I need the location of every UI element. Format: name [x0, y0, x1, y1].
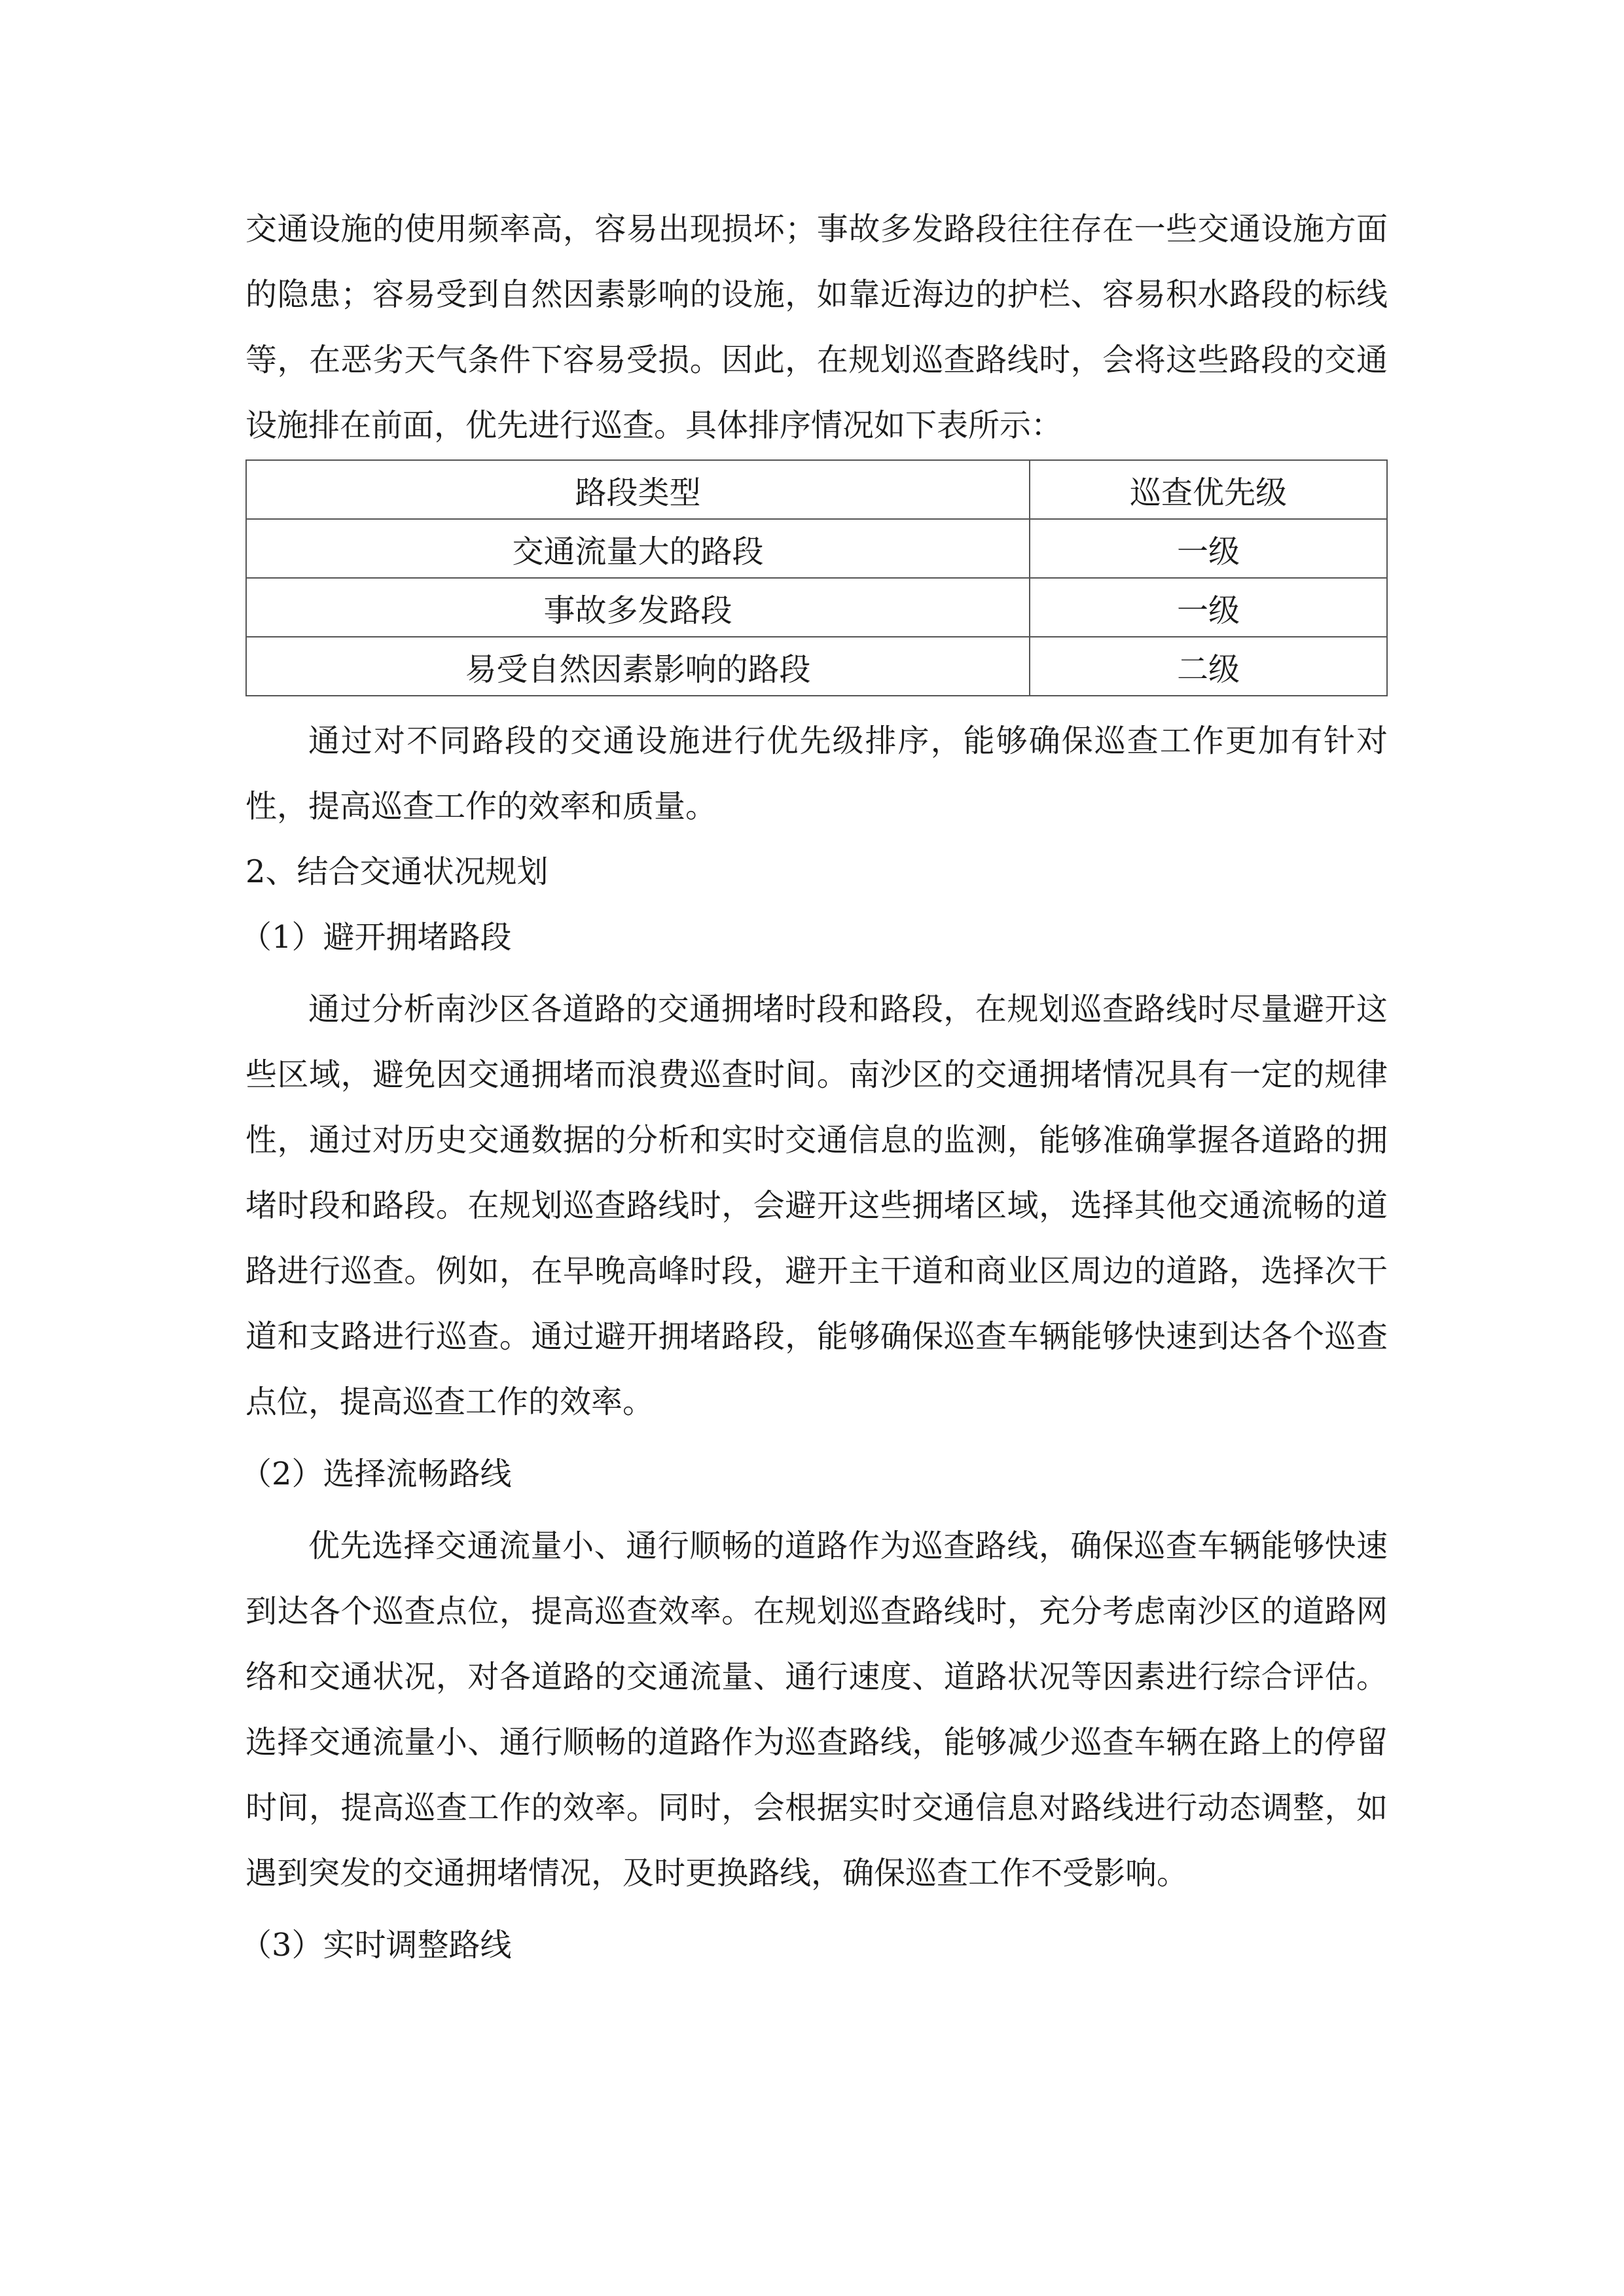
subsection-1-heading: （1）避开拥堵路段 — [240, 919, 512, 956]
table-row — [246, 578, 1387, 637]
table-cell-priority: 二级 — [1030, 637, 1387, 696]
table-cell-priority: 一级 — [1030, 578, 1387, 637]
intro-paragraph: 交通设施的使用频率高，容易出现损坏；事故多发路段往往存在一些交通设施方面的隐患；容易受到自然因素影响的设施，如靠近海边的护栏、容易积水路段的标线等，在恶劣天气条件下容易受损。因此，在规划巡查路线时，会将这些路段的交通设施排在前面，优先进行巡查。具体排序情况如下表所示： — [245, 211, 1388, 444]
priority-table — [245, 459, 1388, 696]
document-page — [240, 196, 1388, 1978]
section-2-heading: 2、结合交通状况规划 — [245, 853, 549, 890]
subsection-2-heading: （2）选择流畅路线 — [240, 1456, 512, 1492]
table-cell-road-type: 交通流量大的路段 — [246, 519, 1030, 578]
table-header-row — [246, 460, 1387, 519]
subsection-2-paragraph: 优先选择交通流量小、通行顺畅的道路作为巡查路线，确保巡查车辆能够快速到达各个巡查点位，提高巡查效率。在规划巡查路线时，充分考虑南沙区的道路网络和交通状况，对各道路的交通流量、通行速度、道路状况等因素进行综合评估。选择交通流量小、通行顺畅的道路作为巡查路线，能够减少巡查车辆在路上的停留时间，提高巡查工作的效率。同时，会根据实时交通信息对路线进行动态调整，如遇到突发的交通拥堵情况，及时更换路线，确保巡查工作不受影响。 — [245, 1528, 1388, 1892]
subsection-1-paragraph: 通过分析南沙区各道路的交通拥堵时段和路段，在规划巡查路线时尽量避开这些区域，避免因交通拥堵而浪费巡查时间。南沙区的交通拥堵情况具有一定的规律性，通过对历史交通数据的分析和实时交通信息的监测，能够准确掌握各道路的拥堵时段和路段。在规划巡查路线时，会避开这些拥堵区域，选择其他交通流畅的道路进行巡查。例如，在早晚高峰时段，避开主干道和商业区周边的道路，选择次干道和支路进行巡查。通过避开拥堵路段，能够确保巡查车辆能够快速到达各个巡查点位，提高巡查工作的效率。 — [245, 991, 1388, 1420]
table-row — [246, 637, 1387, 696]
table-row — [246, 519, 1387, 578]
table-header-road-type: 路段类型 — [246, 460, 1030, 519]
table-cell-priority: 一级 — [1030, 519, 1387, 578]
after-table-paragraph: 通过对不同路段的交通设施进行优先级排序，能够确保巡查工作更加有针对性，提高巡查工作的效率和质量。 — [245, 723, 1388, 825]
table-cell-road-type: 易受自然因素影响的路段 — [246, 637, 1030, 696]
table-header-priority: 巡查优先级 — [1030, 460, 1387, 519]
table-cell-road-type: 事故多发路段 — [246, 578, 1030, 637]
subsection-3-heading: （3）实时调整路线 — [240, 1927, 512, 1964]
